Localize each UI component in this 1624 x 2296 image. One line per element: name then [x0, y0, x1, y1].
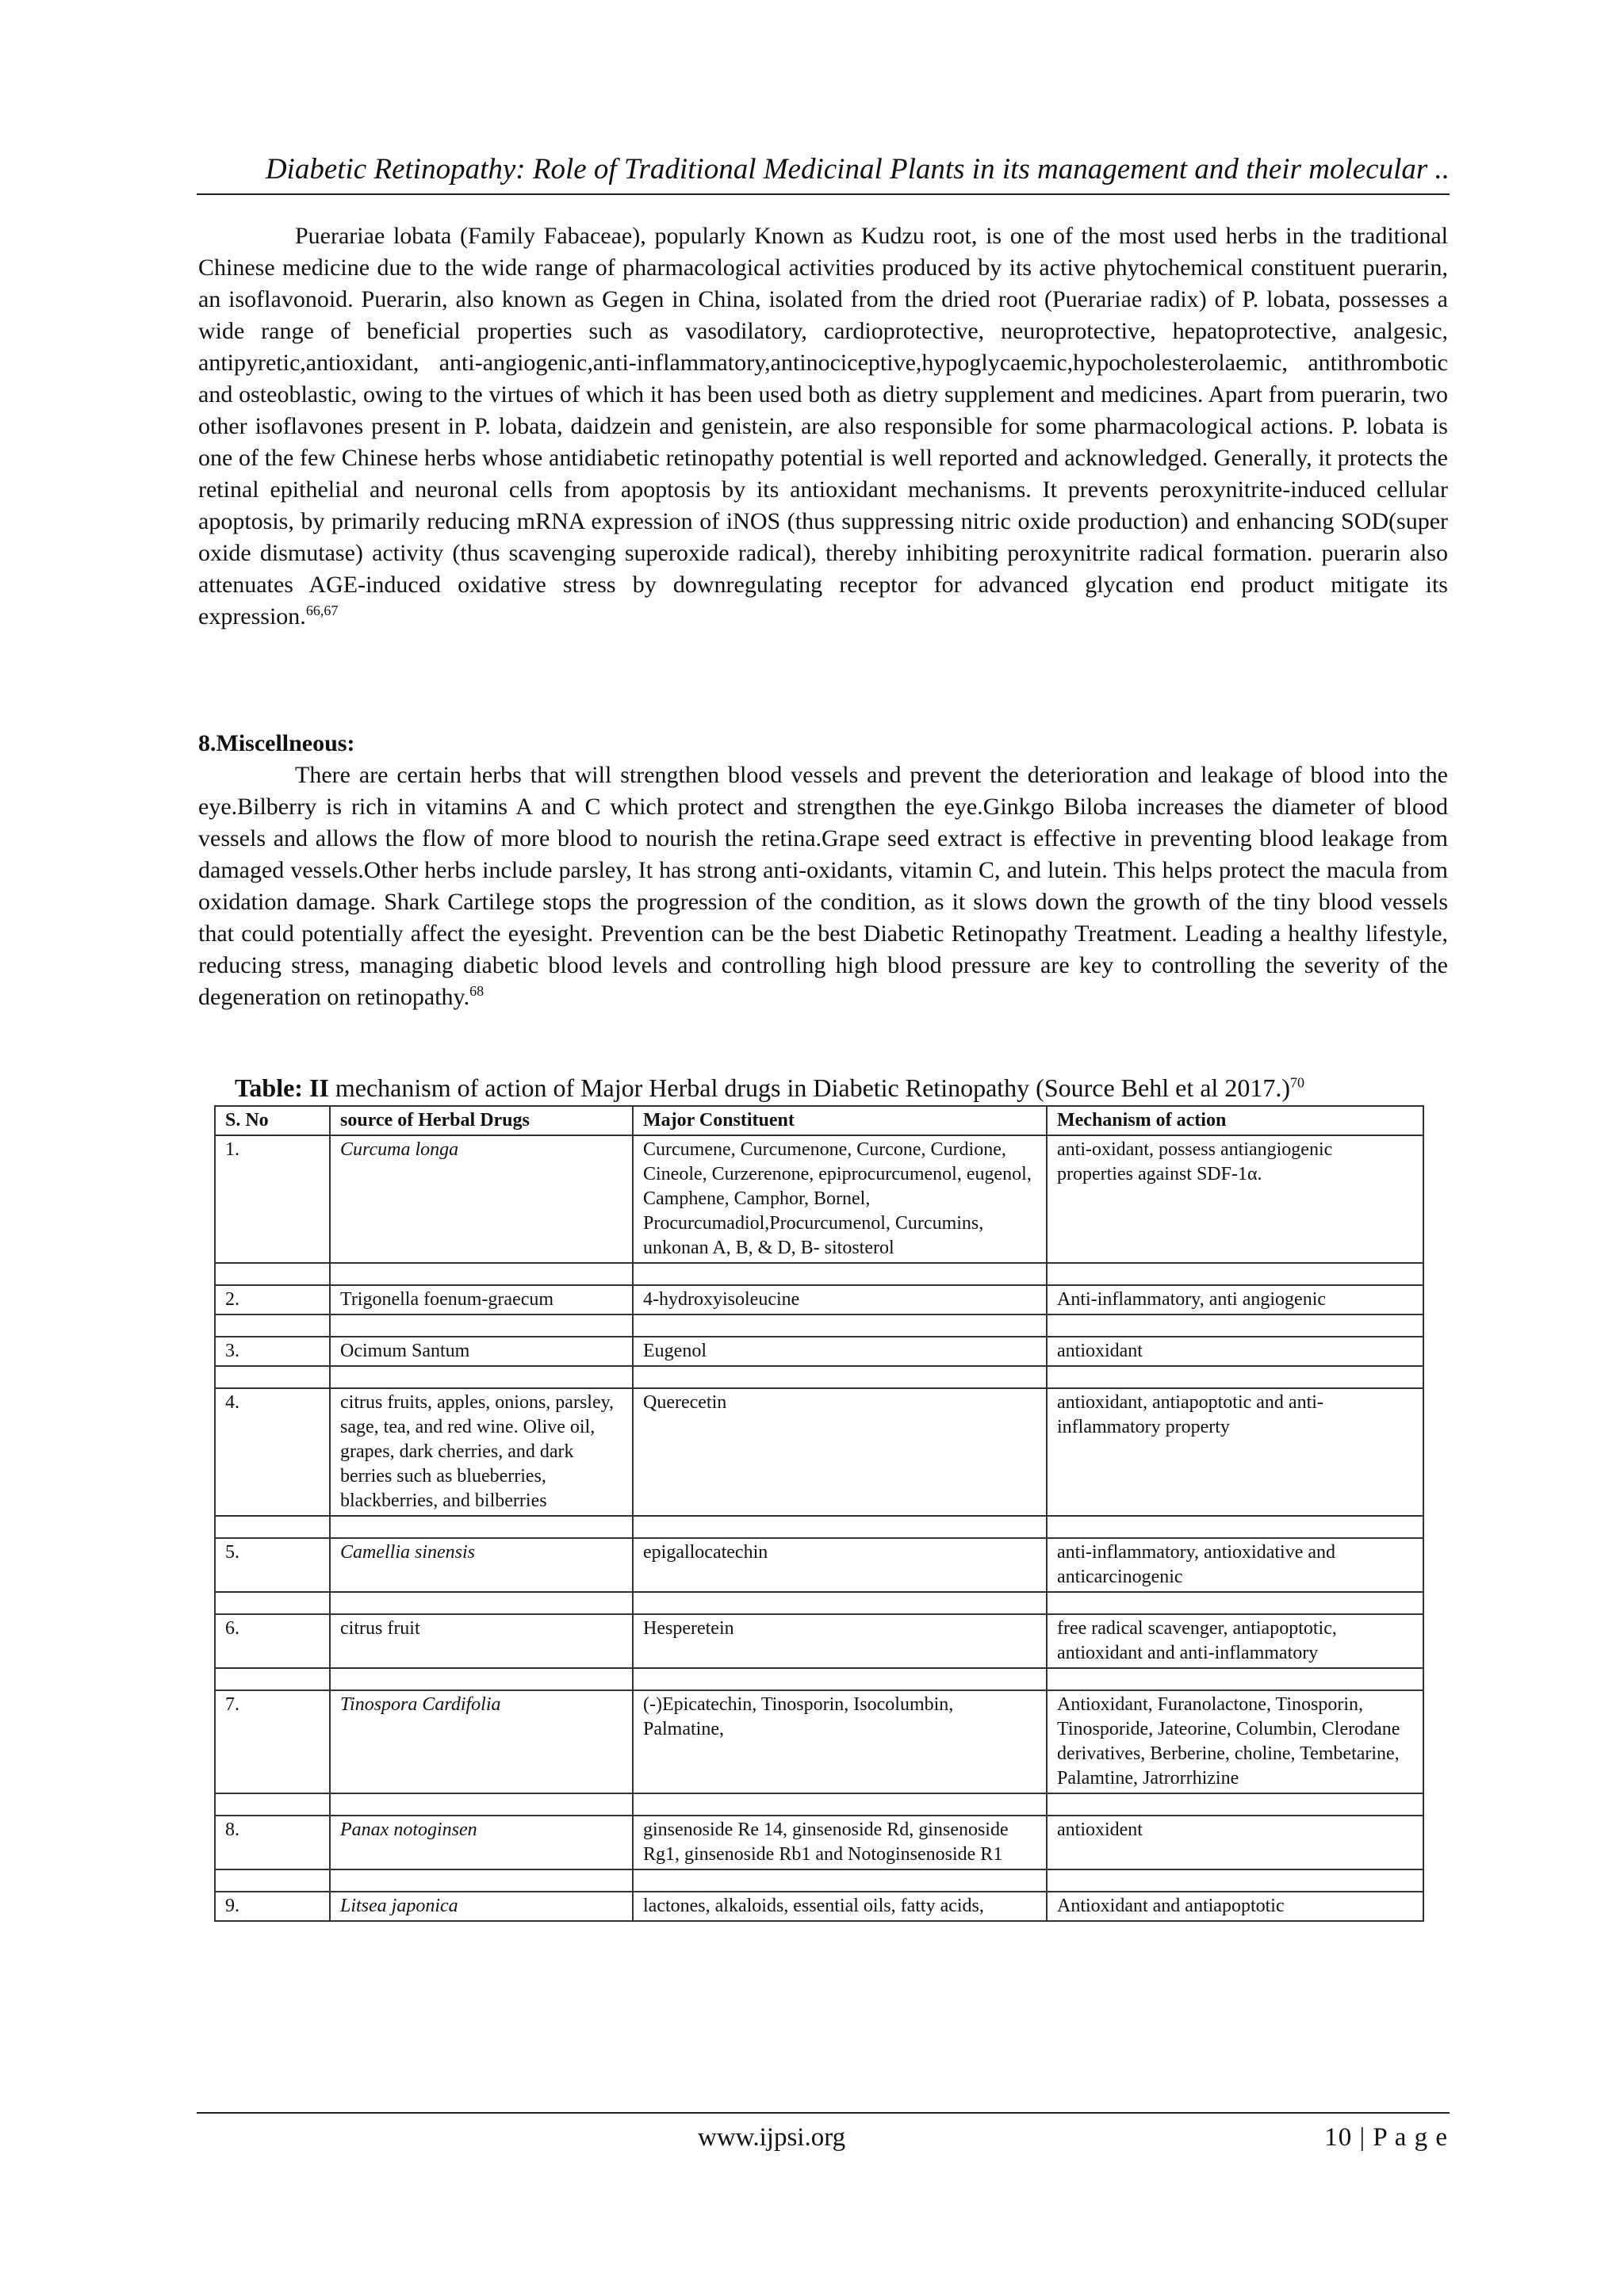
table-body [215, 1135, 1423, 1921]
table-row [215, 1135, 1423, 1263]
spacer-cell [215, 1263, 330, 1285]
cell-mechanism: Antioxidant and antiapoptotic [1047, 1892, 1423, 1921]
table-spacer-row [215, 1314, 1423, 1337]
table-row [215, 1614, 1423, 1668]
paragraph-pueraria [198, 220, 1448, 633]
spacer-cell [1047, 1366, 1423, 1388]
spacer-cell [633, 1516, 1047, 1538]
footer-url[interactable]: www.ijpsi.org [698, 2123, 846, 2152]
spacer-cell [633, 1869, 1047, 1892]
table-caption [235, 1072, 1456, 1104]
spacer-cell [1047, 1314, 1423, 1337]
cell-mechanism: anti-oxidant, possess antiangiogenic properties against SDF-1α. [1047, 1135, 1423, 1263]
table-row [215, 1388, 1423, 1516]
table-spacer-row [215, 1793, 1423, 1816]
cell-constituent: lactones, alkaloids, essential oils, fatty acids, [633, 1892, 1047, 1921]
spacer-cell [215, 1592, 330, 1614]
table-spacer-row [215, 1869, 1423, 1892]
table-row [215, 1538, 1423, 1592]
spacer-cell [633, 1366, 1047, 1388]
citation-68[interactable]: 68 [469, 983, 485, 999]
table-row [215, 1892, 1423, 1921]
cell-sno: 2. [215, 1285, 330, 1314]
spacer-cell [633, 1668, 1047, 1690]
header-sno: S. No [215, 1106, 330, 1135]
cell-source: Ocimum Santum [330, 1337, 633, 1366]
spacer-cell [330, 1366, 633, 1388]
table-row [215, 1816, 1423, 1869]
running-header: Diabetic Retinopathy: Role of Traditional Medicinal Plants in its management and their molecular .. [265, 153, 1450, 186]
spacer-cell [633, 1263, 1047, 1285]
spacer-cell [215, 1516, 330, 1538]
spacer-cell [1047, 1516, 1423, 1538]
spacer-cell [215, 1668, 330, 1690]
table-caption-label: Table: II [235, 1073, 329, 1102]
cell-source: Trigonella foenum-graecum [330, 1285, 633, 1314]
header-constituent: Major Constituent [633, 1106, 1047, 1135]
table-spacer-row [215, 1516, 1423, 1538]
spacer-cell [215, 1366, 330, 1388]
cell-sno: 7. [215, 1690, 330, 1793]
table-spacer-row [215, 1263, 1423, 1285]
cell-source: citrus fruits, apples, onions, parsley, sage, tea, and red wine. Olive oil, grapes, dark cherries, and dark berries such as blueberries, blackberries, and bilberries [330, 1388, 633, 1516]
cell-sno: 1. [215, 1135, 330, 1263]
cell-constituent: Hesperetein [633, 1614, 1047, 1668]
cell-mechanism: free radical scavenger, antiapoptotic, antioxidant and anti-inflammatory [1047, 1614, 1423, 1668]
citation-70[interactable]: 70 [1289, 1074, 1304, 1091]
paragraph-miscellaneous [198, 760, 1448, 1013]
spacer-cell [1047, 1668, 1423, 1690]
cell-mechanism: Anti-inflammatory, anti angiogenic [1047, 1285, 1423, 1314]
footer-page-number: 10 | P a g e [1324, 2123, 1448, 2152]
spacer-cell [633, 1592, 1047, 1614]
table-header-row [215, 1106, 1423, 1135]
spacer-cell [330, 1668, 633, 1690]
spacer-cell [330, 1314, 633, 1337]
table-row [215, 1285, 1423, 1314]
table-row [215, 1690, 1423, 1793]
header-source: source of Herbal Drugs [330, 1106, 633, 1135]
spacer-cell [1047, 1793, 1423, 1816]
citation-66-67[interactable]: 66,67 [305, 603, 339, 618]
spacer-cell [215, 1869, 330, 1892]
cell-sno: 3. [215, 1337, 330, 1366]
spacer-cell [330, 1869, 633, 1892]
cell-sno: 4. [215, 1388, 330, 1516]
paragraph-miscellaneous-text: There are certain herbs that will strengthen blood vessels and prevent the deterioration and leakage of blood into the eye.Bilberry is rich in vitamins A and C which protect and strengthen the eye.Ginkgo Biloba increases the diameter of blood vessels and allows the flow of more blood to nourish the retina.Grape seed extract is effective in preventing blood leakage from damaged vessels.Other herbs include parsley, It has strong anti-oxidants, vitamin C, and lutein. This helps protect the macula from oxidation damage. Shark Cartilege stops the progression of the condition, as it slows down the growth of the tiny blood vessels that could potentially affect the eyesight. Prevention can be the best Diabetic Retinopathy Treatment. Leading a healthy lifestyle, reducing stress, managing diabetic blood levels and controlling high blood pressure are key to controlling the severity of the degeneration on retinopathy. [198, 762, 1448, 1010]
section-title-miscellaneous: 8.Miscellneous: [198, 730, 355, 756]
cell-mechanism: antioxident [1047, 1816, 1423, 1869]
table-spacer-row [215, 1592, 1423, 1614]
cell-source: Litsea japonica [330, 1892, 633, 1921]
spacer-cell [1047, 1263, 1423, 1285]
cell-source: Curcuma longa [330, 1135, 633, 1263]
table-caption-text: mechanism of action of Major Herbal drugs in Diabetic Retinopathy (Source Behl et al 2017.) [328, 1073, 1290, 1102]
cell-sno: 8. [215, 1816, 330, 1869]
table-spacer-row [215, 1668, 1423, 1690]
cell-mechanism: anti-inflammatory, antioxidative and anticarcinogenic [1047, 1538, 1423, 1592]
spacer-cell [633, 1314, 1047, 1337]
cell-constituent: 4-hydroxyisoleucine [633, 1285, 1047, 1314]
cell-mechanism: antioxidant, antiapoptotic and anti-inflammatory property [1047, 1388, 1423, 1516]
cell-source: Panax notoginsen [330, 1816, 633, 1869]
spacer-cell [1047, 1869, 1423, 1892]
cell-constituent: epigallocatechin [633, 1538, 1047, 1592]
spacer-cell [633, 1793, 1047, 1816]
cell-source: citrus fruit [330, 1614, 633, 1668]
spacer-cell [330, 1793, 633, 1816]
cell-source: Camellia sinensis [330, 1538, 633, 1592]
cell-sno: 9. [215, 1892, 330, 1921]
table-row [215, 1337, 1423, 1366]
cell-sno: 5. [215, 1538, 330, 1592]
spacer-cell [330, 1263, 633, 1285]
paragraph-pueraria-text: Puerariae lobata (Family Fabaceae), popularly Known as Kudzu root, is one of the most used herbs in the traditional Chinese medicine due to the wide range of pharmacological activities produced by its active phytochemical constituent puerarin, an isoflavonoid. Puerarin, also known as Gegen in China, isolated from the dried root (Puerariae radix) of P. lobata, possesses a wide range of beneficial properties such as vasodilatory, cardioprotective, neuroprotective, hepatoprotective, analgesic, antipyretic,antioxidant, anti-angiogenic,anti-inflammatory,antinociceptive,hypoglycaemic,hypocholesterolaemic, antithrombotic and osteoblastic, owing to the virtues of which it has been used both as dietry supplement and medicines. Apart from puerarin, two other isoflavones present in P. lobata, daidzein and genistein, are also responsible for some pharmacological actions. P. lobata is one of the few Chinese herbs whose antidiabetic retinopathy potential is well reported and acknowledged. Generally, it protects the retinal epithelial and neuronal cells from apoptosis by its antioxidant mechanisms. It prevents peroxynitrite-induced cellular apoptosis, by primarily reducing mRNA expression of iNOS (thus suppressing nitric oxide production) and enhancing SOD(super oxide dismutase) activity (thus scavenging superoxide radical), thereby inhibiting peroxynitrite radical formation. puerarin also attenuates AGE-induced oxidative stress by downregulating receptor for advanced glycation end product mitigate its expression. [198, 223, 1448, 629]
header-rule [197, 193, 1450, 195]
cell-sno: 6. [215, 1614, 330, 1668]
footer-rule [197, 2112, 1450, 2114]
spacer-cell [1047, 1592, 1423, 1614]
cell-source: Tinospora Cardifolia [330, 1690, 633, 1793]
cell-constituent: Curcumene, Curcumenone, Curcone, Curdione, Cineole, Curzerenone, epiprocurcumenol, eugenol, Camphene, Camphor, Bornel, Procurcumadiol,Procurcumenol, Curcumins, unkonan A, B, & D, B- sitosterol [633, 1135, 1047, 1263]
header-mechanism: Mechanism of action [1047, 1106, 1423, 1135]
spacer-cell [330, 1516, 633, 1538]
cell-constituent: Querecetin [633, 1388, 1047, 1516]
spacer-cell [215, 1314, 330, 1337]
spacer-cell [215, 1793, 330, 1816]
cell-constituent: Eugenol [633, 1337, 1047, 1366]
cell-constituent: ginsenoside Re 14, ginsenoside Rd, ginsenoside Rg1, ginsenoside Rb1 and Notoginsenoside R1 [633, 1816, 1047, 1869]
cell-mechanism: antioxidant [1047, 1337, 1423, 1366]
herbal-drugs-table [214, 1105, 1424, 1922]
spacer-cell [330, 1592, 633, 1614]
cell-constituent: (-)Epicatechin, Tinosporin, Isocolumbin, Palmatine, [633, 1690, 1047, 1793]
cell-mechanism: Antioxidant, Furanolactone, Tinosporin, Tinosporide, Jateorine, Columbin, Clerodane derivatives, Berberine, choline, Tembetarine, Palamtine, Jatrorrhizine [1047, 1690, 1423, 1793]
table-spacer-row [215, 1366, 1423, 1388]
